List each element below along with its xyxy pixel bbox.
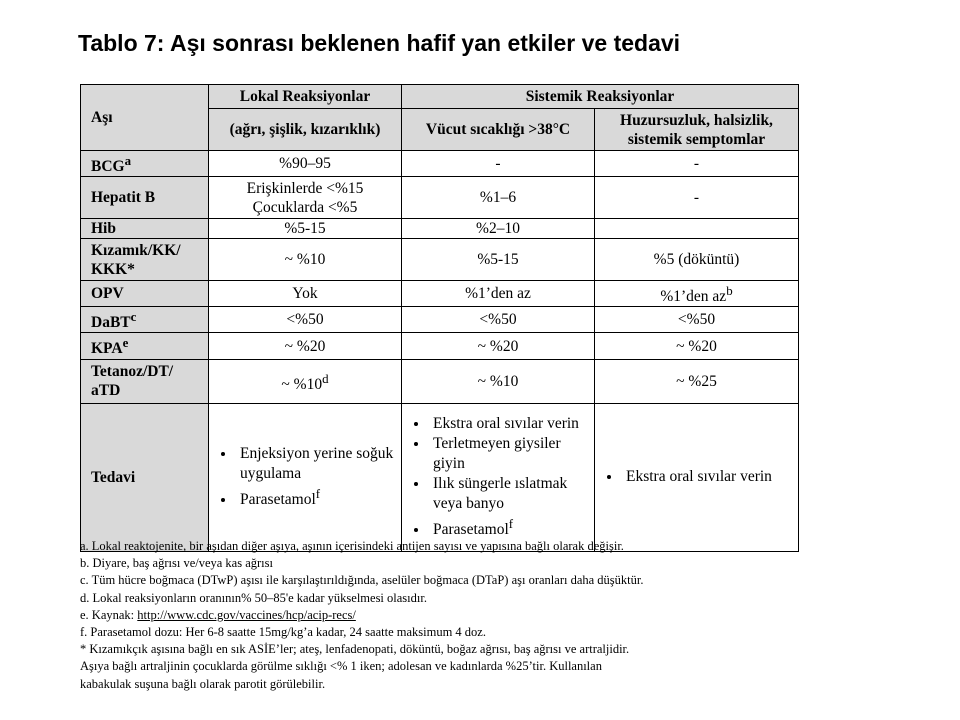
footnote-b: b. Diyare, baş ağrısı ve/veya kas ağrısı bbox=[80, 556, 273, 571]
row-vaccine-name: Hepatit B bbox=[81, 177, 209, 219]
footnote-marker: b bbox=[726, 283, 733, 299]
footnote-marker: c bbox=[130, 309, 137, 325]
treatment-local bbox=[209, 403, 402, 551]
footnote-d: d. Lokal reaksiyonların oranının% 50–85'e kadar yükselmesi olasıdır. bbox=[80, 590, 427, 605]
row-vaccine-name bbox=[81, 307, 209, 333]
footnote-marker: a bbox=[124, 153, 132, 168]
cell-fever: %5-15 bbox=[402, 239, 595, 281]
row-vaccine-name bbox=[81, 239, 209, 281]
cell-fever: ~ %10 bbox=[402, 359, 595, 403]
list-item: • Ekstra oral sıvılar verin bbox=[429, 414, 589, 434]
vaccine-name-line-2: KKK* bbox=[91, 260, 135, 278]
table-row bbox=[81, 359, 799, 403]
table-row bbox=[81, 177, 799, 219]
cell-fever: %2–10 bbox=[402, 219, 595, 239]
footnote-marker: d bbox=[322, 370, 329, 386]
treatment-systemic bbox=[595, 403, 799, 551]
cell-local: ~ %10 bbox=[209, 239, 402, 281]
list-item: • Enjeksiyon yerine soğuk uygulama bbox=[236, 444, 396, 484]
cell-local-line-2: Çocuklarda <%5 bbox=[252, 198, 358, 216]
list-item bbox=[429, 514, 589, 540]
vaccine-name: KPA bbox=[91, 340, 123, 358]
cell-local bbox=[209, 359, 402, 403]
footnote-f: f. Parasetamol dozu: Her 6-8 saatte 15mg/kg’a kadar, 24 saatte maksimum 4 doz. bbox=[80, 625, 486, 640]
footnote-e bbox=[80, 607, 780, 624]
table-row bbox=[81, 307, 799, 333]
cell-local: ~ %20 bbox=[209, 333, 402, 359]
row-vaccine-name: Hib bbox=[81, 219, 209, 239]
footnote-marker: f bbox=[508, 516, 514, 532]
cdc-source-link[interactable]: http://www.cdc.gov/vaccines/hcp/acip-recs/ bbox=[137, 607, 356, 622]
treatment-label: Tedavi bbox=[81, 403, 209, 551]
cell-fever: - bbox=[402, 151, 595, 177]
cell-fever: %1–6 bbox=[402, 177, 595, 219]
vaccine-side-effects-table bbox=[80, 84, 799, 552]
footnote-c: c. Tüm hücre boğmaca (DTwP) aşısı ile karşılaştırıldığında, aselüler boğmaca (DTaP) aşı oranları daha düşüktür. bbox=[80, 573, 644, 588]
header-malaise-line-2: sistemik semptomlar bbox=[627, 130, 766, 148]
footnote-star-line-3: kabakulak suşuna bağlı olarak parotit görülebilir. bbox=[80, 676, 326, 691]
header-row-1 bbox=[81, 85, 799, 109]
cell-local: %90–95 bbox=[209, 151, 402, 177]
cell-systemic: - bbox=[595, 151, 799, 177]
cell-local-value: ~ %10 bbox=[281, 375, 323, 393]
treatment-fever bbox=[402, 403, 595, 551]
footnote-star-line-2: Aşıya bağlı artraljinin çocuklarda görülme sıklığı <% 1 iken; adolesan ve kadınlarda %25’tir. Kullanılan bbox=[80, 659, 602, 674]
header-malaise-line-1: Huzursuzluk, halsizlik, bbox=[620, 111, 773, 129]
list-item-text: Parasetamol bbox=[433, 521, 509, 539]
treatment-row bbox=[81, 403, 799, 551]
list-item-text: Parasetamol bbox=[240, 491, 316, 509]
footnote-a: a. Lokal reaktojenite, bir aşıdan diğer aşıya, aşının içerisindeki antijen sayısı ve yapısına bağlı olarak değişir. bbox=[80, 539, 624, 553]
footnote-marker: f bbox=[315, 486, 321, 502]
header-systemic-reactions: Sistemik Reaksiyonlar bbox=[402, 85, 799, 109]
cell-systemic-value: %1’den az bbox=[660, 288, 727, 306]
table-row bbox=[81, 239, 799, 281]
row-vaccine-name bbox=[81, 333, 209, 359]
cell-systemic: %5 (döküntü) bbox=[595, 239, 799, 281]
cell-local: %5-15 bbox=[209, 219, 402, 239]
footnote-e-prefix: e. Kaynak: bbox=[80, 607, 138, 622]
table-row bbox=[81, 219, 799, 239]
cell-local: <%50 bbox=[209, 307, 402, 333]
table-row bbox=[81, 151, 799, 177]
table-row bbox=[81, 333, 799, 359]
cell-local: Yok bbox=[209, 281, 402, 307]
cell-fever: ~ %20 bbox=[402, 333, 595, 359]
cell-systemic bbox=[595, 219, 799, 239]
vaccine-name: BCG bbox=[91, 158, 125, 176]
header-local-sub: (ağrı, şişlik, kızarıklık) bbox=[209, 109, 402, 151]
footnotes bbox=[80, 538, 780, 693]
slide-title: Tablo 7: Aşı sonrası beklenen hafif yan etkiler ve tedavi bbox=[78, 30, 681, 56]
vaccine-name-line-2: aTD bbox=[91, 382, 121, 400]
cell-fever: <%50 bbox=[402, 307, 595, 333]
row-vaccine-name: OPV bbox=[81, 281, 209, 307]
cell-systemic bbox=[595, 281, 799, 307]
cell-systemic: <%50 bbox=[595, 307, 799, 333]
row-vaccine-name bbox=[81, 359, 209, 403]
cell-local bbox=[209, 177, 402, 219]
list-item: • Terletmeyen giysiler giyin bbox=[429, 434, 589, 474]
header-fever: Vücut sıcaklığı >38°C bbox=[402, 109, 595, 151]
header-local-reactions: Lokal Reaksiyonlar bbox=[209, 85, 402, 109]
cell-fever: %1’den az bbox=[402, 281, 595, 307]
cell-systemic: ~ %25 bbox=[595, 359, 799, 403]
list-item: • Ekstra oral sıvılar verin bbox=[622, 467, 793, 487]
footnote-star-line-1: * Kızamıkçık aşısına bağlı en sık ASİE’ler; ateş, lenfadenopati, döküntü, boğaz ağrısı, baş ağrısı ve artraljidir. bbox=[80, 642, 630, 657]
footnote-marker: e bbox=[122, 335, 129, 351]
row-vaccine-name bbox=[81, 151, 209, 177]
cell-systemic: - bbox=[595, 177, 799, 219]
header-malaise bbox=[595, 109, 799, 151]
vaccine-name-line-1: Tetanoz/DT/ bbox=[91, 363, 174, 381]
list-item: • Ilık süngerle ıslatmak veya banyo bbox=[429, 474, 589, 514]
header-vaccine: Aşı bbox=[81, 85, 209, 151]
vaccine-name: DaBT bbox=[91, 314, 131, 332]
table-row bbox=[81, 281, 799, 307]
vaccine-name-line-1: Kızamık/KK/ bbox=[91, 241, 181, 259]
cell-local-line-1: Erişkinlerde <%15 bbox=[246, 179, 364, 197]
cell-systemic: ~ %20 bbox=[595, 333, 799, 359]
list-item bbox=[236, 484, 396, 510]
